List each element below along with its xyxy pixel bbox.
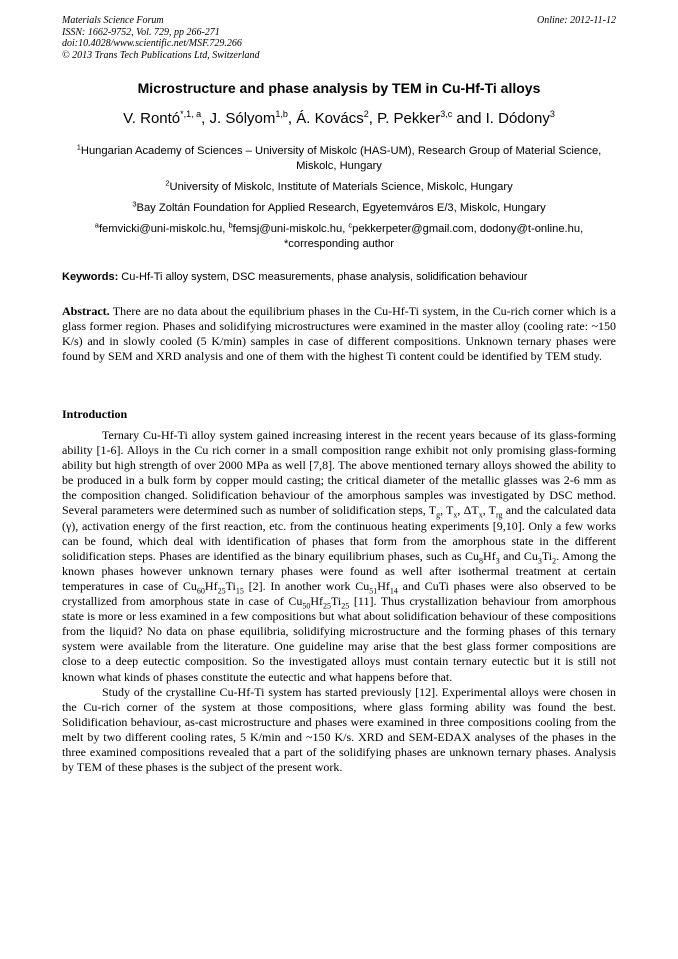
text-run: Hf bbox=[204, 578, 218, 593]
subscript: 51 bbox=[369, 586, 378, 596]
text-run: . Among the known phases however unknown ternary phases were found as well after isothermal treatment at certain temperatures in case of Cu bbox=[62, 548, 616, 593]
text-run: [11]. Thus crystallization behaviour from amorphous state is more or less examined in a few compositions but what about solidification behaviour of these compositions from the liquid? No data on phase equilibria, solidifying microstructure and the forming phases of this ternary system were available from the literature. One guideline may arise that the best glass former compositions are close to a deep eutectic composition. So the investigated alloys must contain ternary eutectic but it is still not known what kinds of phases constitute the eutectic and what happens before that. bbox=[62, 594, 616, 684]
affiliation-text: University of Miskolc, Institute of Materials Science, Miskolc, Hungary bbox=[169, 181, 513, 193]
journal-copyright: © 2013 Trans Tech Publications Ltd, Switzerland bbox=[62, 49, 260, 61]
journal-doi: doi:10.4028/www.scientific.net/MSF.729.266 bbox=[62, 38, 242, 49]
paragraph bbox=[62, 428, 616, 685]
subscript: 60 bbox=[196, 586, 205, 596]
keywords-text: Cu-Hf-Ti alloy system, DSC measurements, phase analysis, solidification behaviour bbox=[118, 271, 528, 283]
subscript: rg bbox=[496, 510, 503, 520]
author-name: I. Dódony bbox=[485, 110, 550, 127]
author-name: J. Sólyom bbox=[209, 110, 276, 127]
text-run: , T bbox=[440, 503, 454, 518]
keywords bbox=[62, 271, 616, 283]
subscript: x bbox=[453, 510, 458, 520]
section-heading-introduction: Introduction bbox=[62, 407, 128, 421]
affiliation-text: Hungarian Academy of Sciences – University of Miskolc (HAS-UM), Research Group of Material Science, Miskolc, Hungary bbox=[80, 145, 602, 172]
email-list bbox=[62, 222, 616, 252]
journal-issn: ISSN: 1662-9752, Vol. 729, pp 266-271 bbox=[62, 26, 220, 38]
subscript: 2 bbox=[552, 556, 557, 566]
author-separator: and bbox=[452, 110, 486, 127]
affiliation-3 bbox=[62, 201, 616, 216]
email-c[interactable]: pekkerpeter@gmail.com, dodony@t-online.hu, bbox=[352, 223, 584, 235]
email-mark: b bbox=[228, 220, 233, 230]
email-b[interactable]: femsj@uni-miskolc.hu, bbox=[232, 223, 349, 235]
abstract bbox=[62, 304, 616, 364]
introduction-body bbox=[62, 428, 616, 775]
author-affiliation-mark: 3 bbox=[549, 109, 555, 119]
author-separator: , bbox=[368, 110, 378, 127]
keywords-label: Keywords: bbox=[62, 271, 119, 283]
paper-title: Microstructure and phase analysis by TEM in Cu-Hf-Ti alloys bbox=[137, 80, 541, 96]
text-run: and Cu bbox=[499, 548, 538, 563]
journal-name: Materials Science Forum bbox=[62, 15, 164, 26]
author-name: V. Rontó bbox=[123, 110, 181, 127]
text-run: Ti bbox=[225, 578, 236, 593]
text-run: Ti bbox=[541, 548, 553, 563]
subscript: 25 bbox=[323, 601, 332, 611]
affiliation-mark: 2 bbox=[165, 178, 170, 188]
email-mark: c bbox=[348, 220, 353, 230]
abstract-label: Abstract. bbox=[62, 304, 110, 318]
text-run: and the calculated data (γ), activation energy of the first reaction, etc. from the continuous heating experiments [9,10]. Only a few works can be found, which deal with identification of phases that form from the amorphous state in the different solidification steps. Phases are identified as the binary equilibrium phases, such as Cu bbox=[62, 503, 616, 563]
affiliation-2 bbox=[62, 180, 616, 195]
subscript: 3 bbox=[537, 556, 542, 566]
text-run: and CuTi phases were also observed to be crystallized from amorphous state in case of Cu bbox=[62, 578, 617, 609]
subscript: 3 bbox=[495, 556, 500, 566]
text-run: Hf bbox=[377, 578, 390, 593]
author-name: P. Pekker bbox=[377, 110, 441, 127]
author-affiliation-mark: 3,c bbox=[440, 109, 453, 119]
corresponding-author-note: *corresponding author bbox=[283, 238, 395, 250]
text-run: [2]. In another work Cu bbox=[243, 578, 370, 593]
subscript: x bbox=[478, 510, 483, 520]
text-run: , ΔT bbox=[457, 503, 479, 518]
author-affiliation-mark: *,1, a bbox=[180, 109, 202, 119]
email-a[interactable]: femvicki@uni-miskolc.hu, bbox=[98, 223, 229, 235]
affiliation-mark: 1 bbox=[76, 142, 81, 152]
author-list bbox=[62, 110, 616, 127]
text-run: Ti bbox=[331, 594, 342, 609]
author-affiliation-mark: 2 bbox=[363, 109, 369, 119]
subscript: g bbox=[436, 510, 441, 520]
text-run: Hf bbox=[483, 548, 496, 563]
online-date: Online: 2012-11-12 bbox=[537, 15, 616, 26]
affiliation-1 bbox=[62, 144, 616, 174]
subscript: 8 bbox=[479, 556, 484, 566]
journal-header bbox=[62, 15, 616, 61]
email-mark: a bbox=[94, 220, 99, 230]
subscript: 15 bbox=[235, 586, 244, 596]
affiliation-text: Bay Zoltán Foundation for Applied Research, Egyetemváros E/3, Miskolc, Hungary bbox=[136, 202, 546, 214]
subscript: 25 bbox=[217, 586, 226, 596]
text-run: Hf bbox=[310, 594, 324, 609]
subscript: 25 bbox=[341, 601, 350, 611]
subscript: 50 bbox=[302, 601, 311, 611]
paragraph: Study of the crystalline Cu-Hf-Ti system has started previously [12]. Experimental alloys were chosen in the Cu-rich corner of the system at those compositions, where glass forming ability was found the best. Solidification behaviour, as-cast microstructure and phases were examined in three compositions cooling from the melt by two different cooling rates, 5 K/min and ~150 K/s. XRD and SEM-EDAX analyses of the phases in the three examined compositions revealed that a part of the solidifying phases are unknown ternary phases. Analysis by TEM of these phases is the subject of the present work. bbox=[62, 684, 616, 775]
author-affiliation-mark: 1,b bbox=[275, 109, 288, 119]
author-separator: , bbox=[287, 110, 297, 127]
affiliation-mark: 3 bbox=[132, 199, 137, 209]
author-separator: , bbox=[201, 110, 210, 127]
subscript: 14 bbox=[389, 586, 398, 596]
abstract-text: There are no data about the equilibrium phases in the Cu-Hf-Ti system, in the Cu-rich corner which is a glass former region. Phases and solidifying microstructures were examined in the master alloy (cooling rate: ~150 K/s) and in slowly cooled (5 K/min) samples in case of different compositions. Unknown ternary phases were found by SEM and XRD analysis and one of them with the highest Ti content could be identified by TEM study. bbox=[62, 304, 616, 364]
text-run: , T bbox=[482, 503, 497, 518]
author-name: Á. Kovács bbox=[296, 110, 364, 127]
text-run: Ternary Cu-Hf-Ti alloy system gained increasing interest in the recent years because of its glass-forming ability [1-6]. Alloys in the Cu rich corner in a small composition range exhibit not only promising glass-forming ability but high strength of over 2000 MPa as well [7,8]. The above mentioned ternary alloys showed the ability to be produced in a bulk form by copper mould casting; the critical diameter of the metallic glasses was 2-6 mm as the composition changed. Solidification behaviour of the amorphous samples was investigated by DSC method. Several parameters were determined such as number of solidification steps, T bbox=[62, 428, 616, 518]
